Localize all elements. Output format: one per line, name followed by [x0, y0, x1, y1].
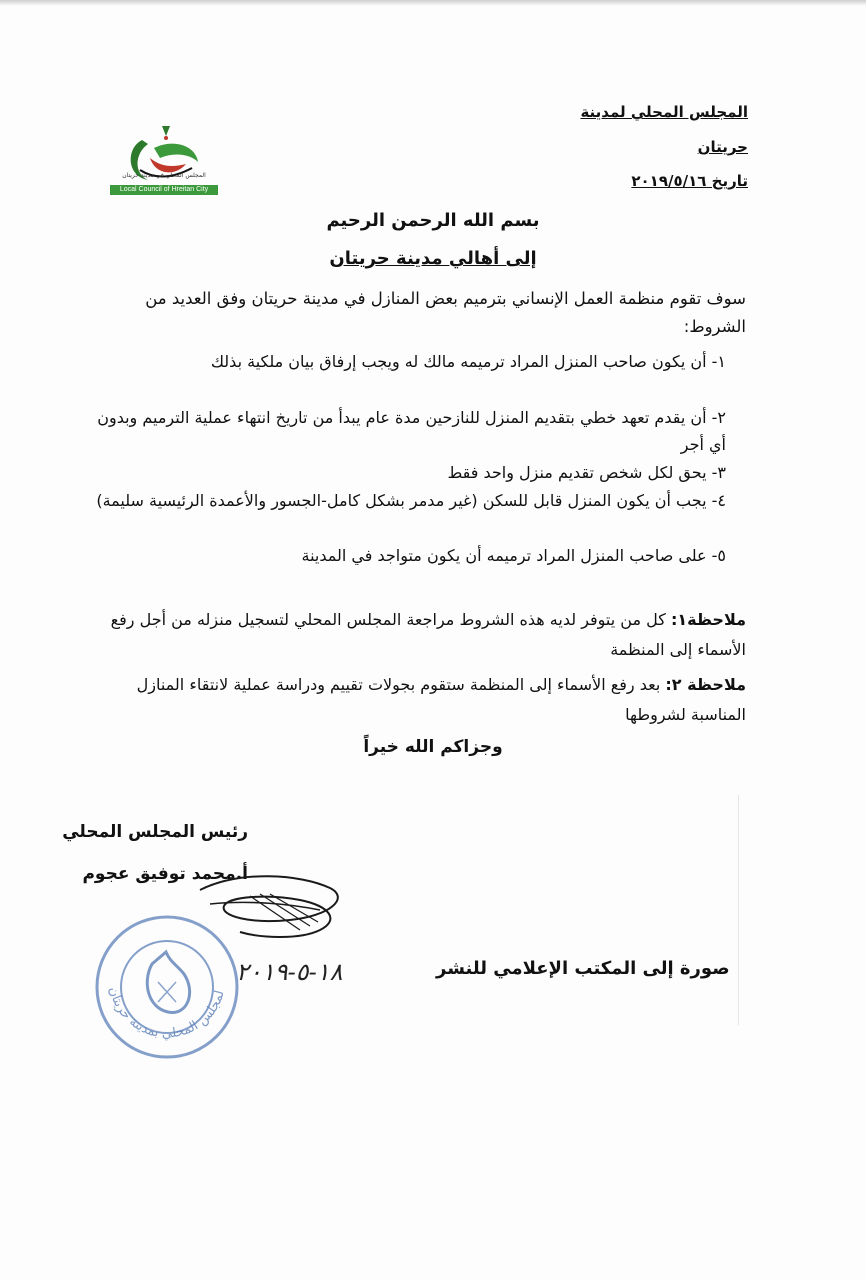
- condition-5: ٥- على صاحب المنزل المراد ترميمه أن يكون متواجد في المدينة: [301, 546, 726, 565]
- note-1: [86, 605, 746, 665]
- note-1-label: ملاحظة١:: [670, 610, 746, 629]
- signatory-name: أ.محمد توفيق عجوم: [82, 864, 248, 884]
- council-heading: المجلس المحلي لمدينة: [580, 103, 748, 121]
- signatory-title: رئيس المجلس المحلي: [62, 822, 248, 842]
- city-name: حريتان: [697, 138, 748, 156]
- condition-1: ١- أن يكون صاحب المنزل المراد ترميمه مالك له ويجب إرفاق بيان ملكية بذلك: [210, 352, 726, 371]
- note-2: [86, 670, 746, 730]
- basmala: بسم الله الرحمن الرحيم: [326, 210, 540, 231]
- note-2-label: ملاحظة ٢:: [665, 675, 746, 694]
- condition-2: ٢- أن يقدم تعهد خطي بتقديم المنزل للنازحين مدة عام يبدأ من تاريخ انتهاء عملية الترميم وبدون أي أجر: [97, 408, 726, 454]
- copy-to-media-office: صورة إلى المكتب الإعلامي للنشر: [436, 958, 730, 979]
- addressee: إلى أهالي مدينة حريتان: [329, 248, 537, 269]
- document-date: تاريخ ٢٠١٩/٥/١٦: [631, 172, 748, 190]
- stamp-text: لمجلس المحلي بمدينة حريتان: [105, 985, 228, 1042]
- council-stamp-icon: [92, 912, 242, 1062]
- condition-4: ٤- يجب أن يكون المنزل قابل للسكن (غير مدمر بشكل كامل-الجسور والأعمدة الرئيسية سليمة): [96, 491, 726, 510]
- logo-caption-english: Local Council of Hreitan City: [110, 185, 218, 195]
- closing: وجزاكم الله خيراً: [363, 737, 503, 757]
- note-2-text: بعد رفع الأسماء إلى المنظمة ستقوم بجولات تقييم ودراسة عملية لانتقاء المنازل المناسبة لشروطها: [136, 675, 746, 724]
- scan-edge: [0, 0, 866, 6]
- condition-3: ٣- يحق لكل شخص تقديم منزل واحد فقط: [447, 463, 726, 482]
- logo-caption-arabic: المجلس المحلي في مدينة حريتان: [122, 172, 206, 179]
- intro-paragraph: سوف تقوم منظمة العمل الإنساني بترميم بعض المنازل في مدينة حريتان وفق العديد من الشروط:: [145, 289, 746, 336]
- scan-line: [738, 795, 739, 1025]
- note-1-text: كل من يتوفر لديه هذه الشروط مراجعة المجلس المحلي لتسجيل منزله من أجل رفع الأسماء إلى المنظمة: [110, 610, 746, 659]
- handwritten-date: ١٨-٥-٢٠١٩: [236, 958, 343, 986]
